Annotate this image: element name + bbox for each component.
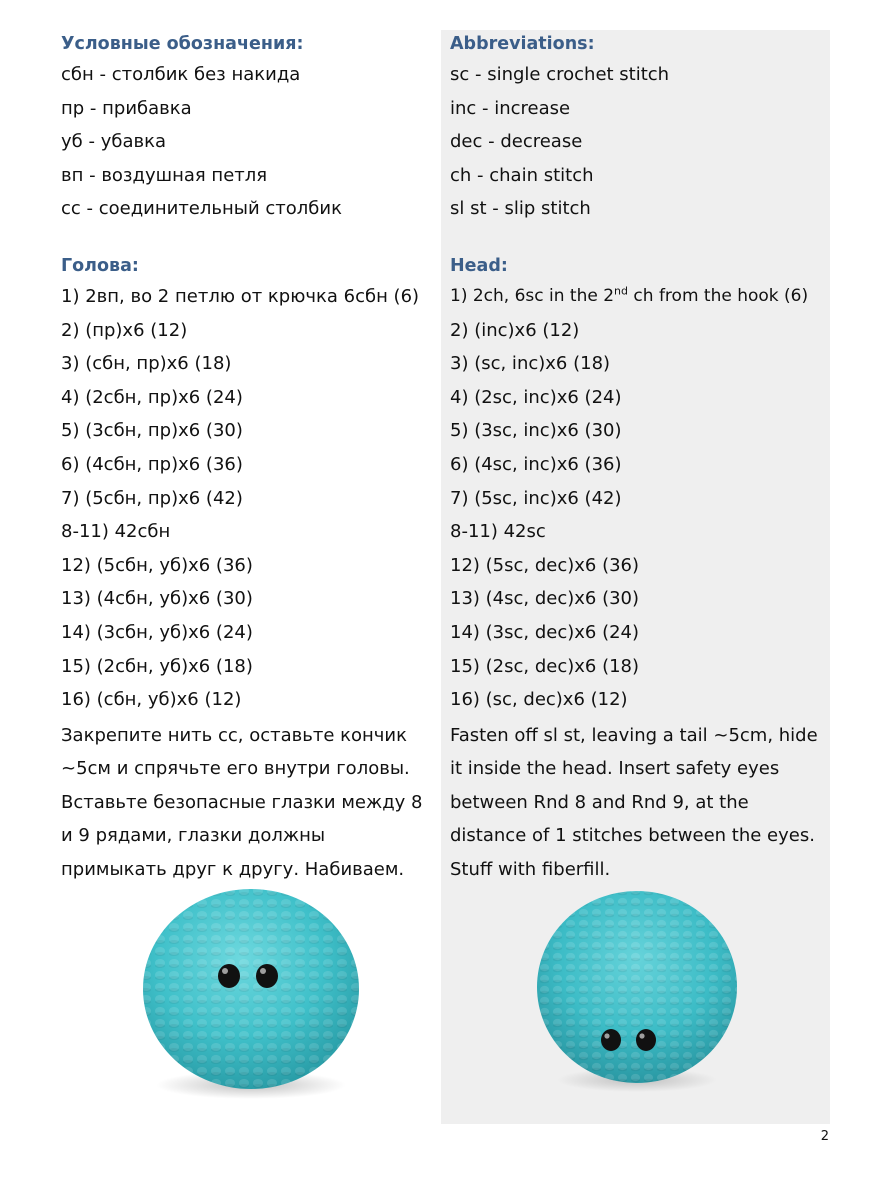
- english-column: [450, 30, 822, 887]
- page-number: 2: [820, 1129, 829, 1144]
- round-item: 5) (3сбн, пр)х6 (30): [61, 420, 243, 442]
- round-item: 2) (пр)х6 (12): [61, 319, 188, 341]
- russian-column: [61, 30, 433, 887]
- round-item: 16) (сбн, уб)х6 (12): [61, 689, 242, 711]
- round-item: 8-11) 42сбн: [61, 521, 171, 543]
- abbreviation-item: sc - single crochet stitch: [450, 64, 670, 85]
- abbreviation-item: ch - chain stitch: [450, 164, 594, 186]
- round-item: 13) (4sc, dec)x6 (30): [450, 588, 640, 610]
- round-item: 8-11) 42sc: [450, 521, 546, 543]
- round-item: 15) (2сбн, уб)х6 (18): [61, 655, 253, 677]
- round-item: 15) (2sc, dec)x6 (18): [450, 655, 640, 677]
- abbreviation-item: уб - убавка: [61, 131, 166, 153]
- round-item: 3) (сбн, пр)х6 (18): [61, 353, 232, 375]
- finishing-instructions-en: Fasten off sl st, leaving a tail ~5cm, hide it inside the head. Insert safety eyes between Rnd 8 and Rnd 9, at the distance of 1 stitches between the eyes. Stuff with fiberfill.: [450, 724, 818, 881]
- round-item: 7) (5сбн, пр)х6 (42): [61, 487, 243, 509]
- round-item: 13) (4сбн, уб)х6 (30): [61, 588, 253, 610]
- head-heading-en: Head:: [450, 255, 508, 276]
- abbreviation-item: сбн - столбик без накида: [61, 64, 301, 85]
- round-item: 2) (inc)x6 (12): [450, 319, 580, 341]
- round-item: 4) (2sc, inc)x6 (24): [450, 386, 622, 408]
- round-item: 6) (4sc, inc)x6 (36): [450, 453, 622, 475]
- round-item: 14) (3sc, dec)x6 (24): [450, 621, 640, 643]
- abbreviations-heading-ru: Условные обозначения:: [61, 34, 304, 54]
- abbreviation-item: вп - воздушная петля: [61, 164, 268, 186]
- round-item: 12) (5сбн, уб)х6 (36): [61, 554, 253, 576]
- abbreviation-item: dec - decrease: [450, 131, 583, 153]
- abbreviation-item: sl st - slip stitch: [450, 198, 591, 220]
- abbreviations-heading-en: Abbreviations:: [450, 34, 595, 54]
- head-heading-ru: Голова:: [61, 255, 139, 276]
- finishing-instructions-ru: Закрепите нить сс, оставьте кончик ~5см и спрячьте его внутри головы. Вставьте безопасные глазки между 8 и 9 рядами, глазки должны примыкать друг к другу. Набиваем.: [61, 724, 423, 881]
- crochet-head-photo-top: [525, 885, 750, 1100]
- crochet-head-photo-front: [125, 885, 375, 1110]
- round-item: 5) (3sc, inc)x6 (30): [450, 420, 622, 442]
- round-item: 12) (5sc, dec)x6 (36): [450, 554, 640, 576]
- round-item: 1) 2ch, 6sc in the 2nd ch from the hook (6): [450, 284, 809, 306]
- round-item: 4) (2сбн, пр)х6 (24): [61, 386, 243, 408]
- abbreviation-item: inc - increase: [450, 97, 571, 119]
- round-item: 16) (sc, dec)x6 (12): [450, 689, 628, 711]
- round-item: 3) (sc, inc)x6 (18): [450, 353, 611, 375]
- abbreviation-item: сс - соединительный столбик: [61, 198, 342, 220]
- abbreviation-item: пр - прибавка: [61, 97, 192, 119]
- round-item: 6) (4сбн, пр)х6 (36): [61, 453, 243, 475]
- round-item: 1) 2вп, во 2 петлю от крючка 6сбн (6): [61, 285, 420, 307]
- round-item: 7) (5sc, inc)x6 (42): [450, 487, 622, 509]
- round-item: 14) (3сбн, уб)х6 (24): [61, 621, 253, 643]
